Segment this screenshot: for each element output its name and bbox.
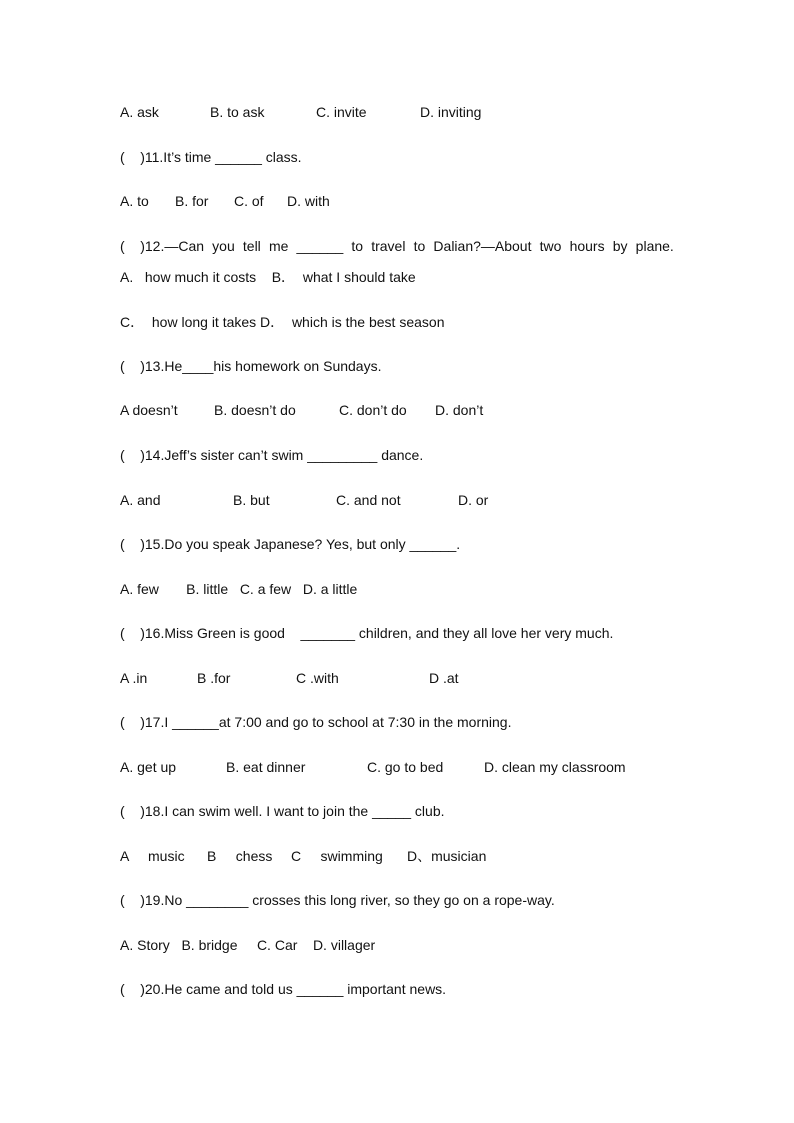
q16-option-a: A .in [120, 670, 148, 686]
q10-options [0, 103, 794, 121]
q17-options [0, 758, 794, 776]
q18-option-c: C swimming [291, 848, 383, 864]
q16-option-c: C .with [296, 670, 339, 686]
q11-option-a: A. to [120, 193, 149, 209]
q18-options [0, 847, 794, 865]
question-18: ( )18.I can swim well. I want to join the _____ club. [120, 803, 445, 819]
q12-word: to [413, 238, 426, 254]
q18-option-b: B chess [207, 848, 273, 864]
question-20: ( )20.He came and told us ______ important news. [120, 981, 447, 997]
q14-option-d: D. or [458, 492, 489, 508]
q13-option-d: D. don’t [435, 402, 484, 418]
question-16: ( )16.Miss Green is good _______ children, and they all love her very much. [120, 625, 614, 641]
q10-option-b: B. to ask [210, 104, 265, 120]
q12-word: to [351, 238, 364, 254]
q12-word: me [268, 238, 289, 254]
q13-options [0, 401, 794, 419]
q12-options-cd: C． how long it takes D． which is the best season [120, 314, 445, 330]
q10-option-a: A. ask [120, 104, 159, 120]
q12-word: ( )12.—Can [120, 238, 205, 254]
q18-option-d: D、musician [407, 848, 487, 864]
q17-option-d: D. clean my classroom [484, 759, 626, 775]
q11-option-c: C. of [234, 193, 264, 209]
q11-options [0, 192, 794, 210]
q13-option-b: B. doesn’t do [214, 402, 296, 418]
q18-option-a: A music [120, 848, 185, 864]
q17-option-a: A. get up [120, 759, 177, 775]
question-15: ( )15.Do you speak Japanese? Yes, but only ______. [120, 536, 461, 552]
q13-option-a: A doesn’t [120, 402, 178, 418]
question-17: ( )17.I ______at 7:00 and go to school at 7:30 in the morning. [120, 714, 512, 730]
question-13: ( )13.He____his homework on Sundays. [120, 358, 382, 374]
q12-word: you [212, 238, 235, 254]
q12-options-ab: A. how much it costs B． what I should take [120, 269, 416, 285]
q13-option-c: C. don’t do [339, 402, 407, 418]
question-11: ( )11.It’s time ______ class. [120, 149, 302, 165]
q17-option-b: B. eat dinner [226, 759, 306, 775]
q14-option-b: B. but [233, 492, 270, 508]
q19-options: A. Story B. bridge C. Car D. villager [120, 937, 376, 953]
q12-word: by [612, 238, 628, 254]
q12-word: ______ [296, 238, 344, 254]
question-12 [120, 237, 674, 255]
q10-option-d: D. inviting [420, 104, 482, 120]
q10-option-c: C. invite [316, 104, 367, 120]
question-14: ( )14.Jeff’s sister can’t swim _________ dance. [120, 447, 424, 463]
q12-word: Dalian?—About [433, 238, 532, 254]
q11-option-b: B. for [175, 193, 209, 209]
q17-option-c: C. go to bed [367, 759, 444, 775]
q12-word: travel [371, 238, 406, 254]
q15-options: A. few B. little C. a few D. a little [120, 581, 358, 597]
q14-options [0, 491, 794, 509]
q12-word: two [539, 238, 562, 254]
q12-word: hours [569, 238, 605, 254]
q16-option-d: D .at [429, 670, 459, 686]
question-19: ( )19.No ________ crosses this long river, so they go on a rope-way. [120, 892, 555, 908]
q12-word: tell [242, 238, 261, 254]
q14-option-c: C. and not [336, 492, 401, 508]
q12-word: plane. [635, 238, 674, 254]
q16-option-b: B .for [197, 670, 231, 686]
q14-option-a: A. and [120, 492, 161, 508]
q11-option-d: D. with [287, 193, 330, 209]
q16-options [0, 669, 794, 687]
